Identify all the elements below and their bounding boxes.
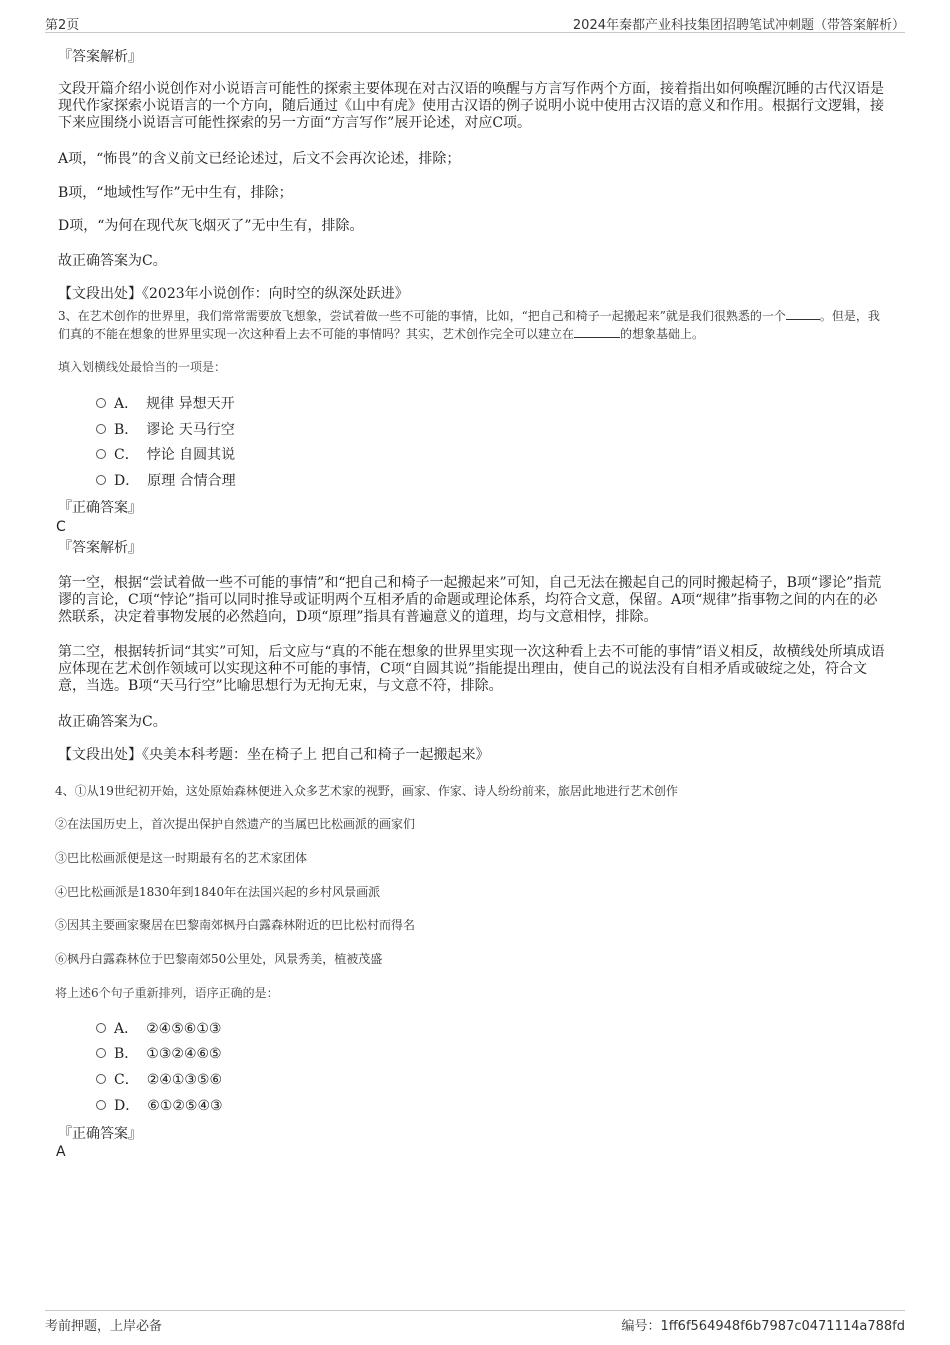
q3-stem bbox=[58, 307, 890, 343]
page-footer bbox=[45, 1310, 905, 1334]
q3-conclusion: 故正确答案为C。 bbox=[58, 714, 167, 730]
q3-stem-part-2: 。但是，我们真的不能在想象的世界里实现一次这种看上去不可能的事情吗？其实，艺术创作完全可以建立在 bbox=[58, 309, 880, 341]
q4-answer-label: 『正确答案』 bbox=[58, 1126, 142, 1142]
q3-analysis-paragraph-1: 第一空，根据“尝试着做一些不可能的事情”和“把自己和椅子一起搬起来”可知，自己无法在搬起自己的同时搬起椅子，B项“谬论”指荒谬的言论，C项“悖论”指可以同时推导或证明两个互相矛盾的命题或理论体系，均符合文意，保留。A项“规律”指事物之间的内在的必然联系，决定着事物发展的必然趋向，D项“原理”指具有普遍意义的道理，均与文意相悖，排除。 bbox=[58, 575, 882, 625]
radio-icon[interactable] bbox=[96, 1023, 106, 1033]
q3-blank-2 bbox=[574, 325, 620, 338]
q3-instruction: 填入划横线处最恰当的一项是： bbox=[58, 360, 227, 374]
q3-stem-part-1: 3、在艺术创作的世界里，我们常常需要放飞想象，尝试着做一些不可能的事情，比如，“把自己和椅子一起搬起来”就是我们很熟悉的一个 bbox=[58, 309, 786, 323]
q4-option-b[interactable]: B． ①③②④⑥⑤ bbox=[96, 1045, 222, 1063]
q3-blank-1 bbox=[786, 307, 820, 320]
q3-analysis-paragraph-2: 第二空，根据转折词“其实”可知，后文应与“真的不能在想象的世界里实现一次这种看上去不可能的事情”语义相反，故横线处所填成语应体现在艺术创作领域可以实现这种不可能的事情，C项“自圆其说”指能提出理由，使自己的说法没有自相矛盾或破绽之处，符合文意，当选。B项“天马行空”比喻思想行为无拘无束，与文意不符，排除。 bbox=[58, 644, 885, 694]
radio-icon[interactable] bbox=[96, 398, 106, 408]
q3-option-c[interactable]: C． 悖论 自圆其说 bbox=[96, 446, 235, 464]
q2-analysis-paragraph-3: B项，“地域性写作”无中生有，排除； bbox=[58, 185, 293, 201]
q4-sentence-6: ⑥枫丹白露森林位于巴黎南郊50公里处，风景秀美，植被茂盛 bbox=[55, 952, 383, 966]
q3-source: 【文段出处】《央美本科考题：坐在椅子上 把自己和椅子一起搬起来》 bbox=[58, 747, 490, 763]
q2-conclusion: 故正确答案为C。 bbox=[58, 253, 167, 269]
q2-analysis-paragraph-2: A项，“怖畏”的含义前文已经论述过，后文不会再次论述，排除； bbox=[58, 151, 461, 167]
q4-option-d[interactable]: D． ⑥①②⑤④③ bbox=[96, 1097, 223, 1115]
q2-analysis-label: 『答案解析』 bbox=[58, 49, 142, 65]
q4-sentence-5: ⑤因其主要画家聚居在巴黎南郊枫丹白露森林附近的巴比松村而得名 bbox=[55, 918, 416, 932]
q3-answer: C bbox=[56, 519, 66, 535]
radio-icon[interactable] bbox=[96, 475, 106, 485]
q3-option-a[interactable]: A． 规律 异想天开 bbox=[96, 395, 235, 413]
q4-sentence-3: ③巴比松画派便是这一时期最有名的艺术家团体 bbox=[55, 851, 308, 865]
document-title: 2024年秦都产业科技集团招聘笔试冲刺题（带答案解析） bbox=[572, 18, 905, 33]
radio-icon[interactable] bbox=[96, 1100, 106, 1110]
footer-slogan: 考前押题，上岸必备 bbox=[45, 1319, 163, 1334]
q3-option-b[interactable]: B． 谬论 天马行空 bbox=[96, 421, 235, 439]
q3-stem-part-3: 的想象基础上。 bbox=[620, 327, 705, 341]
q4-option-a[interactable]: A． ②④⑤⑥①③ bbox=[96, 1020, 221, 1038]
q4-sentence-2: ②在法国历史上，首次提出保护自然遗产的当属巴比松画派的画家们 bbox=[55, 817, 416, 831]
radio-icon[interactable] bbox=[96, 449, 106, 459]
q3-analysis-label: 『答案解析』 bbox=[58, 540, 142, 556]
q4-answer: A bbox=[56, 1144, 66, 1160]
document-id: 编号：1ff6f564948f6b7987c0471114a788fd bbox=[621, 1319, 905, 1334]
radio-icon[interactable] bbox=[96, 1048, 106, 1058]
q2-analysis-paragraph-1: 文段开篇介绍小说创作对小说语言可能性的探索主要体现在对古汉语的唤醒与方言写作两个方面，接着指出如何唤醒沉睡的古代汉语是现代作家探索小说语言的一个方向，随后通过《山中有虎》使用古汉语的例子说明小说中使用古汉语的意义和作用。根据行文逻辑，接下来应围绕小说语言可能性探索的另一方面“方言写作”展开论述，对应C项。 bbox=[58, 81, 884, 131]
radio-icon[interactable] bbox=[96, 1074, 106, 1084]
q2-source: 【文段出处】《2023年小说创作：向时空的纵深处跃进》 bbox=[58, 286, 409, 302]
q4-sentence-4: ④巴比松画派是1830年到1840年在法国兴起的乡村风景画派 bbox=[55, 885, 381, 899]
q4-option-c[interactable]: C． ②④①③⑤⑥ bbox=[96, 1071, 222, 1089]
radio-icon[interactable] bbox=[96, 424, 106, 434]
q4-sentence-1: 4、①从19世纪初开始，这处原始森林便进入众多艺术家的视野，画家、作家、诗人纷纷前来，旅居此地进行艺术创作 bbox=[55, 784, 678, 798]
q2-analysis-paragraph-4: D项，“为何在现代灰飞烟灭了”无中生有，排除。 bbox=[58, 218, 364, 234]
q3-option-d[interactable]: D． 原理 合情合理 bbox=[96, 472, 236, 490]
page-header bbox=[45, 14, 905, 33]
q4-instruction: 将上述6个句子重新排列，语序正确的是： bbox=[55, 986, 279, 1000]
page-number: 第2页 bbox=[45, 18, 80, 33]
q3-answer-label: 『正确答案』 bbox=[58, 500, 142, 516]
